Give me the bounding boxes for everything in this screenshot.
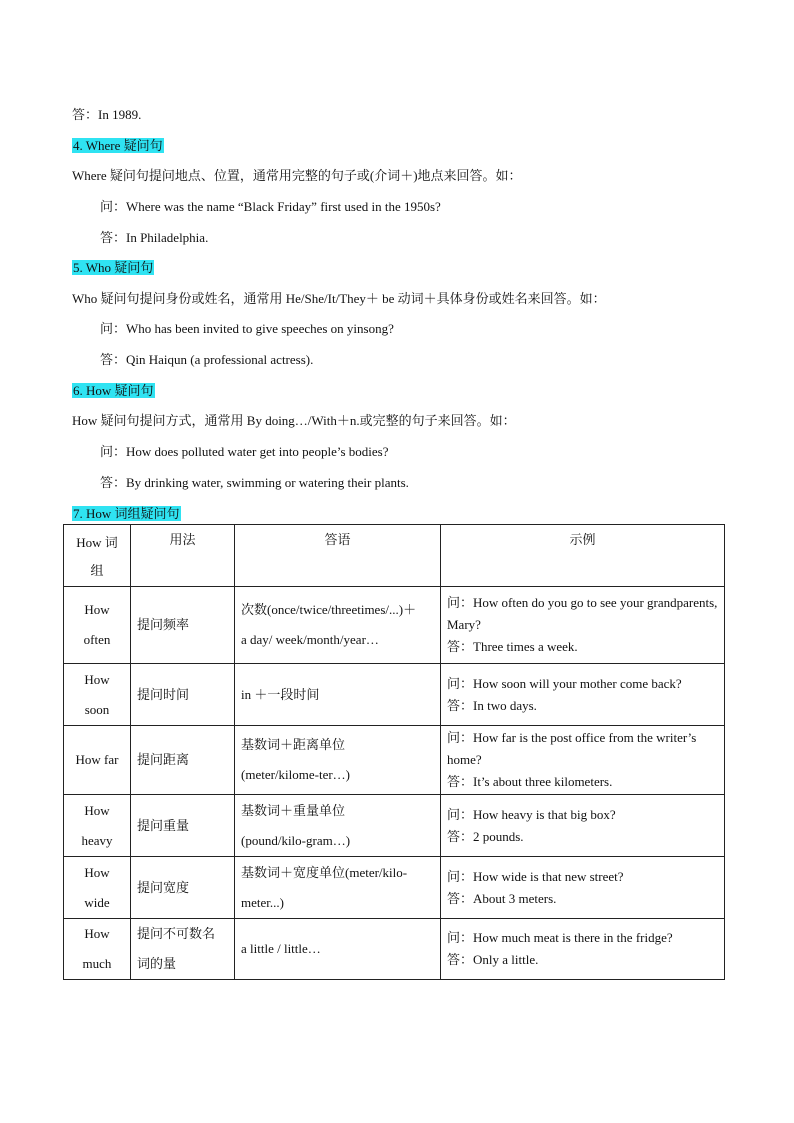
section-heading-where: 4. Where 疑问句 bbox=[73, 138, 163, 153]
cell-example-line: 问：How far is the post office from the writer’s home? bbox=[447, 730, 697, 767]
cell-example-line: 答：Only a little. bbox=[447, 952, 539, 967]
cell-example-line: 问：How heavy is that big box? bbox=[447, 806, 616, 822]
cell-how-phrase-line: How bbox=[84, 864, 110, 880]
cell-example-line: 问：How much meat is there in the fridge? bbox=[447, 930, 673, 945]
cell-reply-line: meter...) bbox=[241, 894, 284, 910]
cell-example-line: 答：About 3 meters. bbox=[447, 890, 557, 906]
cell-how-phrase-line: How bbox=[84, 926, 110, 941]
example-question-who: 问：Who has been invited to give speeches on yinsong? bbox=[100, 321, 394, 336]
cell-reply-line: 基数词＋宽度单位(meter/kilo- bbox=[241, 864, 408, 880]
cell-example bbox=[441, 919, 725, 980]
cell-example-line: 答：In two days. bbox=[447, 697, 537, 713]
cell-usage-line: 提问时间 bbox=[137, 686, 190, 702]
cell-reply bbox=[235, 664, 441, 726]
cell-how-phrase-line: How bbox=[84, 671, 110, 687]
section-heading-how-phrases: 7. How 词组疑问句 bbox=[73, 506, 180, 521]
cell-usage bbox=[131, 587, 235, 664]
cell-usage-line: 提问距离 bbox=[137, 752, 190, 767]
cell-example-line: 答：It’s about three kilometers. bbox=[447, 774, 613, 789]
example-answer-who: 答：Qin Haiqun (a professional actress). bbox=[100, 352, 314, 367]
cell-reply bbox=[235, 857, 441, 919]
cell-example-line: 问：How often do you go to see your grandparents, Mary? bbox=[447, 595, 718, 632]
cell-reply-line: in ＋一段时间 bbox=[241, 686, 320, 702]
cell-reply-line: 基数词＋重量单位 bbox=[241, 802, 346, 818]
cell-how-phrase bbox=[64, 919, 131, 980]
cell-example-line: 问：How wide is that new street? bbox=[447, 868, 624, 884]
cell-reply-line: a day/ week/month/year… bbox=[241, 632, 379, 647]
section-desc-where: Where 疑问句提问地点、位置，通常用完整的句子或(介词＋)地点来回答。如： bbox=[72, 168, 522, 183]
cell-usage-line: 提问频率 bbox=[137, 617, 190, 632]
header-usage: 用法 bbox=[131, 525, 235, 587]
cell-example bbox=[441, 795, 725, 857]
cell-how-phrase-line: How bbox=[84, 802, 110, 818]
cell-usage bbox=[131, 795, 235, 857]
header-reply: 答语 bbox=[235, 525, 441, 587]
table-row bbox=[64, 587, 725, 664]
cell-how-phrase bbox=[64, 857, 131, 919]
table-row bbox=[64, 795, 725, 857]
header-example: 示例 bbox=[441, 525, 725, 587]
table-header-row bbox=[64, 525, 725, 587]
cell-how-phrase-line: How bbox=[84, 602, 110, 617]
cell-reply-line: 次数(once/twice/threetimes/...)＋ bbox=[241, 602, 417, 617]
answer-1989: 答：In 1989. bbox=[72, 107, 142, 122]
cell-example bbox=[441, 726, 725, 795]
cell-usage-line: 提问不可数名 bbox=[137, 926, 216, 941]
example-question-how: 问：How does polluted water get into people’s bodies? bbox=[100, 444, 389, 459]
cell-usage bbox=[131, 726, 235, 795]
example-answer-how: 答：By drinking water, swimming or watering their plants. bbox=[100, 475, 409, 490]
cell-how-phrase-line: soon bbox=[84, 701, 110, 717]
cell-example bbox=[441, 587, 725, 664]
cell-how-phrase-line: wide bbox=[84, 894, 110, 910]
cell-how-phrase bbox=[64, 664, 131, 726]
cell-example bbox=[441, 857, 725, 919]
cell-how-phrase bbox=[64, 587, 131, 664]
cell-reply bbox=[235, 587, 441, 664]
table-row bbox=[64, 664, 725, 726]
example-answer-where: 答：In Philadelphia. bbox=[100, 230, 209, 245]
table-row bbox=[64, 919, 725, 980]
cell-usage bbox=[131, 664, 235, 726]
section-desc-how: How 疑问句提问方式，通常用 By doing…/With＋n.或完整的句子来回答。如： bbox=[72, 413, 516, 428]
section-heading-who: 5. Who 疑问句 bbox=[73, 260, 154, 275]
cell-usage-line: 提问重量 bbox=[137, 817, 190, 833]
cell-reply bbox=[235, 726, 441, 795]
cell-usage-line: 词的量 bbox=[137, 956, 177, 971]
cell-how-phrase-line: often bbox=[83, 632, 111, 647]
cell-usage-line: 提问宽度 bbox=[137, 879, 190, 895]
cell-example-line: 答：2 pounds. bbox=[447, 828, 524, 844]
cell-usage bbox=[131, 857, 235, 919]
cell-example-line: 答：Three times a week. bbox=[447, 639, 578, 654]
cell-how-phrase bbox=[64, 726, 131, 795]
cell-how-phrase-line: How far bbox=[75, 752, 119, 767]
cell-how-phrase-line: much bbox=[82, 956, 112, 971]
table-row bbox=[64, 726, 725, 795]
cell-example bbox=[441, 664, 725, 726]
cell-reply bbox=[235, 919, 441, 980]
example-question-where: 问：Where was the name “Black Friday” first used in the 1950s? bbox=[100, 199, 441, 214]
section-heading-how: 6. How 疑问句 bbox=[73, 383, 154, 398]
how-phrase-table bbox=[63, 524, 725, 980]
table-row bbox=[64, 857, 725, 919]
cell-example-line: 问：How soon will your mother come back? bbox=[447, 675, 682, 691]
section-desc-who: Who 疑问句提问身份或姓名，通常用 He/She/It/They＋ be 动词＋具体身份或姓名来回答。如： bbox=[72, 291, 606, 306]
cell-usage bbox=[131, 919, 235, 980]
cell-reply-line: a little / little… bbox=[241, 941, 321, 956]
cell-reply-line: (pound/kilo-gram…) bbox=[241, 832, 351, 848]
cell-reply-line: (meter/kilome-ter…) bbox=[241, 767, 351, 782]
header-how-phrase: How 词 组 bbox=[64, 525, 131, 587]
cell-how-phrase-line: heavy bbox=[81, 832, 113, 848]
cell-how-phrase bbox=[64, 795, 131, 857]
cell-reply-line: 基数词＋距离单位 bbox=[241, 737, 346, 752]
cell-reply bbox=[235, 795, 441, 857]
